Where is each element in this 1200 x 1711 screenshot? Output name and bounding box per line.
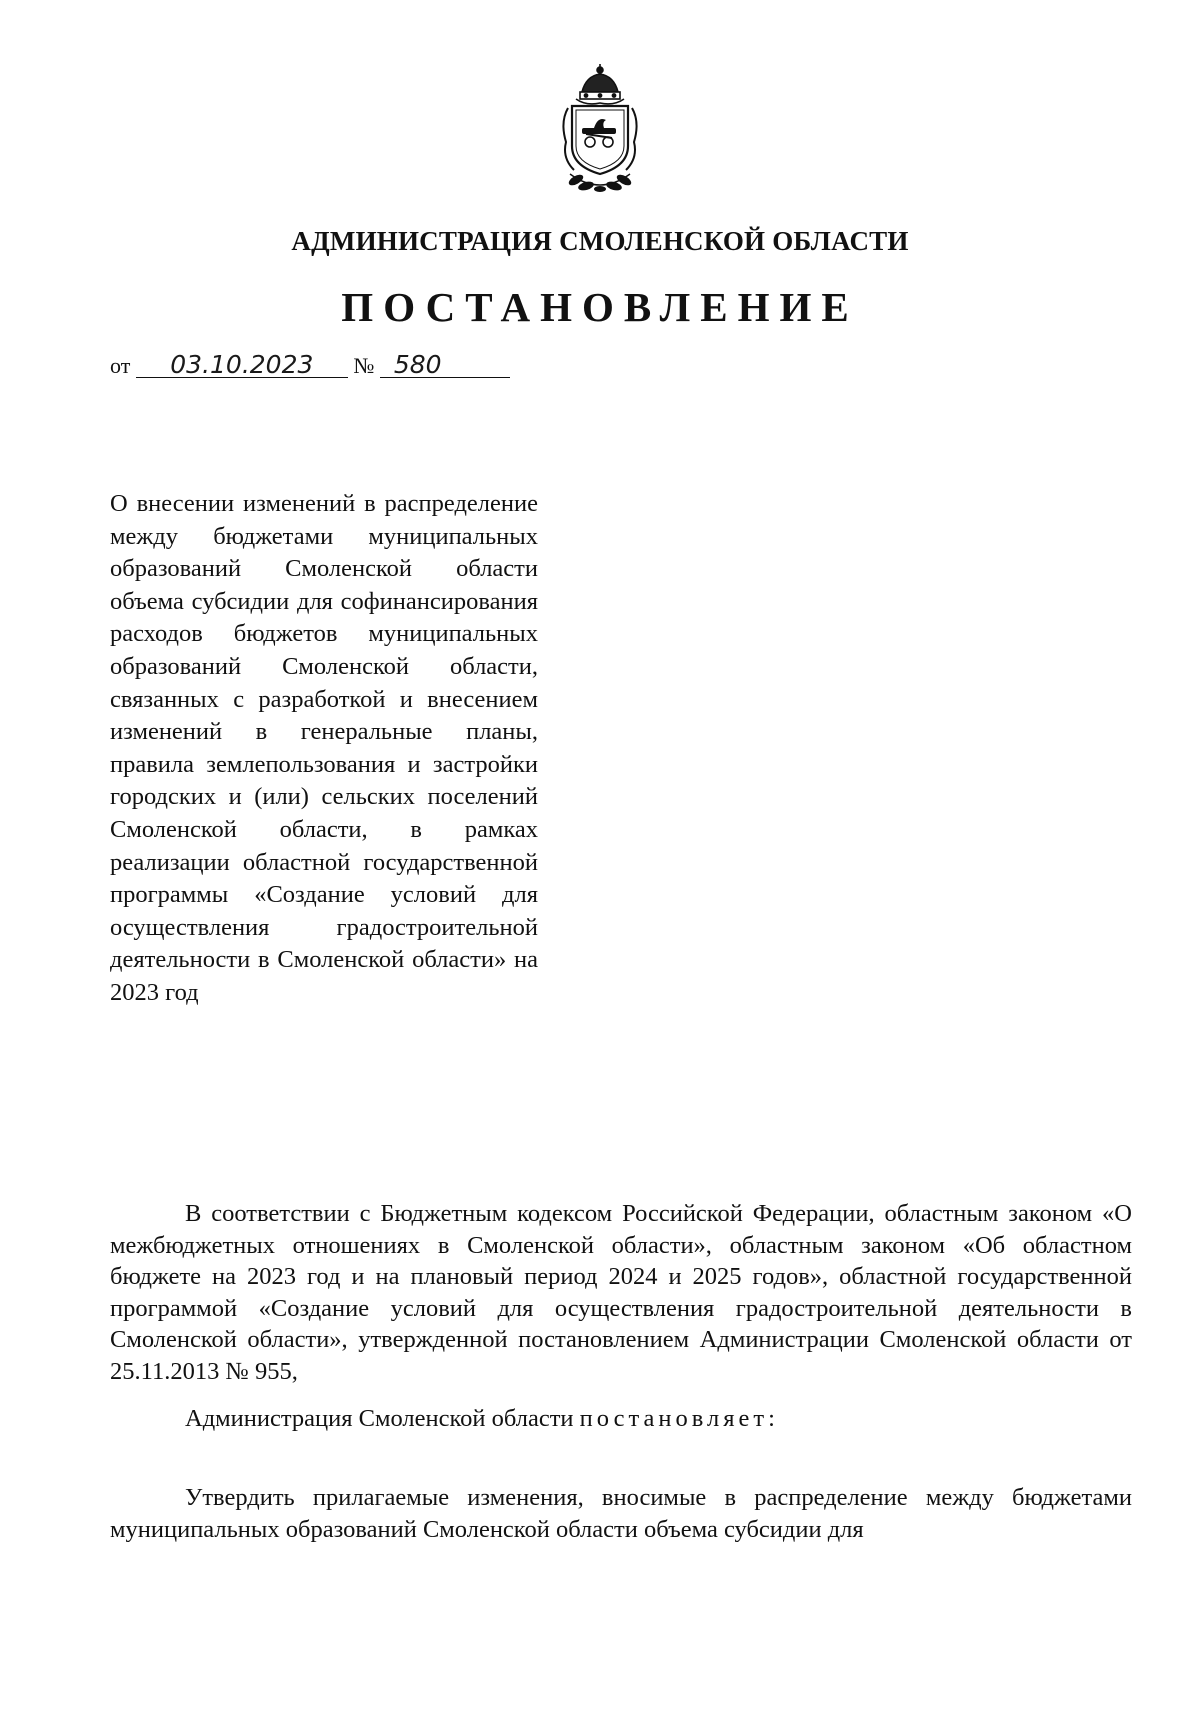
document-subject: О внесении изменений в распределение между бюджетами муниципальных образований Смоленской области объема субсидии для софинансирования расходов бюджетов муниципальных образований Смоленской области, связанных с разработкой и внесением изменений в генеральные планы, правила землепользования и застройки городских и (или) сельских поселений Смоленской области, в рамках реализации областной государственной программы «Создание условий для осуществления градостроительной деятельности в Смоленской области» на 2023 год (110, 490, 538, 1006)
preamble-paragraph: В соответствии с Бюджетным кодексом Российской Федерации, областным законом «О межбюджетных отношениях в Смоленской области», областным законом «Об областном бюджете на 2023 год и на плановый период 2024 и 2025 годов», областной государственной программой «Создание условий для осуществления градостроительной деятельности в Смоленской области», утвержденной постановлением Администрации Смоленской области от 25.11.2013 № 955, (110, 1200, 1132, 1385)
document-date: 03.10.2023 (136, 353, 348, 378)
document-type-title: ПОСТАНОВЛЕНИЕ (341, 284, 859, 330)
resolution-subject: Администрация Смоленской области (185, 1405, 574, 1432)
coat-of-arms-icon (556, 62, 644, 198)
date-number-line (110, 350, 510, 379)
decision-paragraph: Утвердить прилагаемые изменения, вносимые в распределение между бюджетами муниципальных образований Смоленской области объема субсидии для (110, 1484, 1132, 1543)
date-prefix: от (110, 353, 131, 378)
number-sign: № (353, 353, 375, 378)
resolution-verb: постановляет: (579, 1405, 779, 1432)
document-number: 580 (380, 353, 510, 378)
resolution-paragraph (110, 1403, 1132, 1435)
issuing-authority: АДМИНИСТРАЦИЯ СМОЛЕНСКОЙ ОБЛАСТИ (291, 226, 909, 256)
